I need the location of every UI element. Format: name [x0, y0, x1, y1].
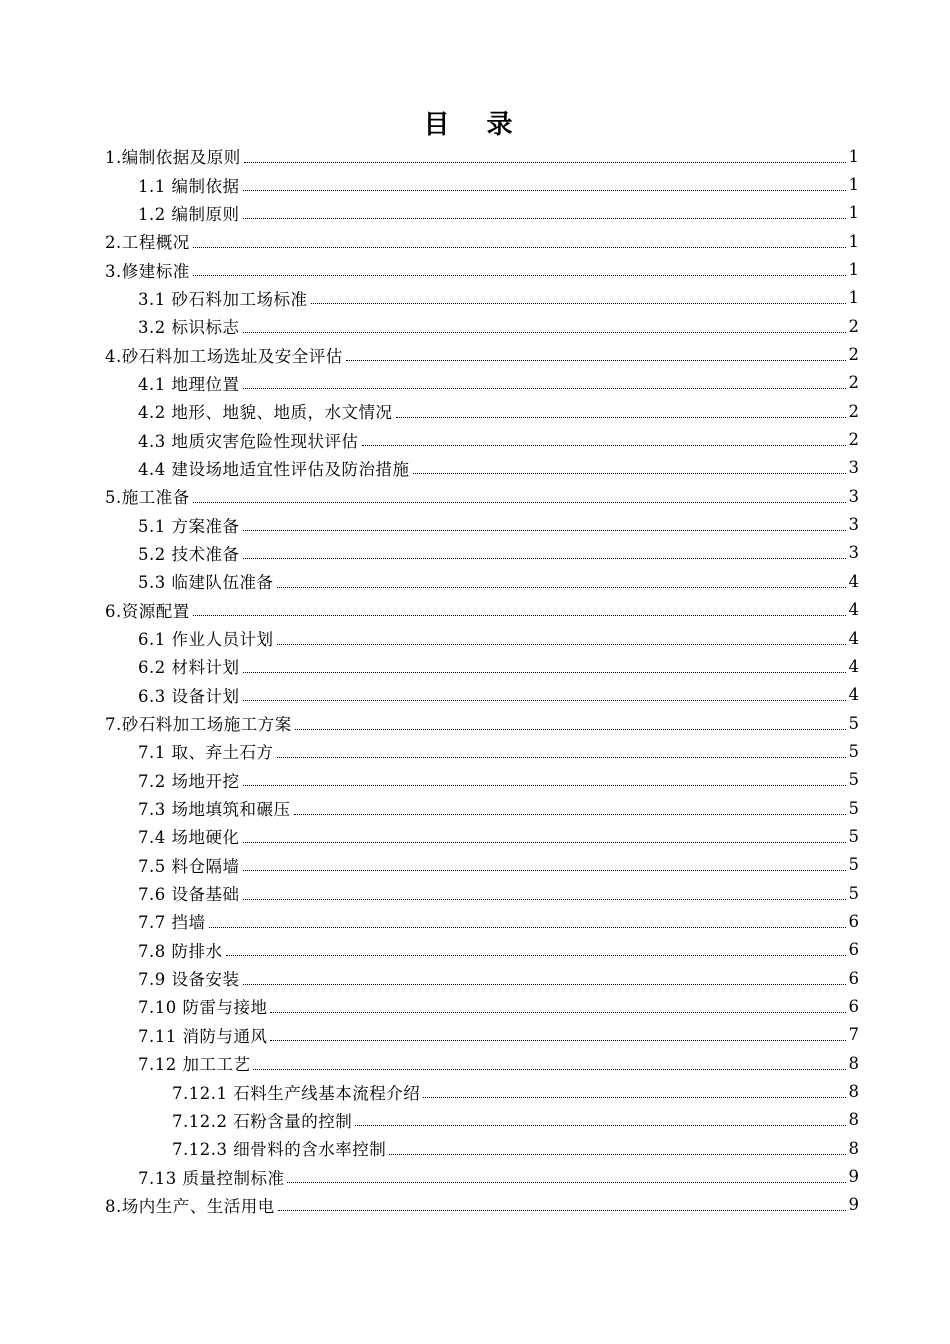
toc-entry-label: 6.3 设备计划 — [138, 686, 240, 706]
toc-entry[interactable] — [0, 539, 950, 567]
toc-entry[interactable] — [0, 567, 950, 595]
toc-entry-page-number: 5 — [848, 826, 859, 846]
toc-entry-label: 4.砂石料加工场选址及安全评估 — [105, 346, 343, 366]
toc-entry-label: 7.12.1 石料生产线基本流程介绍 — [172, 1083, 421, 1103]
toc-entry-label: 7.12 加工工艺 — [138, 1055, 251, 1075]
toc-dot-leader — [209, 927, 846, 928]
toc-entry-label: 4.4 建设场地适宜性评估及防治措施 — [138, 459, 410, 479]
toc-entry-label: 4.3 地质灾害危险性现状评估 — [138, 431, 359, 451]
toc-dot-leader — [253, 1069, 845, 1070]
toc-entry[interactable] — [0, 425, 950, 453]
toc-entry[interactable] — [0, 284, 950, 312]
toc-entry-page-number: 5 — [848, 798, 859, 818]
toc-entry-page-number: 6 — [848, 940, 859, 960]
toc-entry[interactable] — [0, 624, 950, 652]
toc-entry-page-number: 3 — [848, 515, 859, 535]
toc-dot-leader — [243, 558, 846, 559]
toc-entry-label: 7.9 设备安装 — [138, 970, 240, 990]
toc-entry-page-number: 5 — [848, 883, 859, 903]
toc-dot-leader — [396, 417, 846, 418]
toc-entry-page-number: 5 — [848, 741, 859, 761]
toc-entry[interactable] — [0, 227, 950, 255]
toc-entry-page-number: 2 — [848, 316, 859, 336]
toc-dot-leader — [243, 785, 846, 786]
toc-dot-leader — [287, 1182, 845, 1183]
toc-entry-label: 7.7 挡墙 — [138, 913, 206, 933]
toc-entry[interactable] — [0, 397, 950, 425]
toc-entry-page-number: 2 — [848, 373, 859, 393]
toc-entry-page-number: 4 — [848, 571, 859, 591]
toc-entry-label: 6.2 材料计划 — [138, 658, 240, 678]
toc-dot-leader — [295, 729, 846, 730]
toc-entry[interactable] — [0, 596, 950, 624]
toc-entry[interactable] — [0, 766, 950, 794]
toc-entry-page-number: 8 — [848, 1082, 859, 1102]
toc-dot-leader — [278, 1210, 846, 1211]
toc-dot-leader — [413, 473, 846, 474]
toc-entry-label: 7.8 防排水 — [138, 941, 223, 961]
toc-entry[interactable] — [0, 1077, 950, 1105]
toc-dot-leader — [244, 162, 846, 163]
toc-dot-leader — [270, 1012, 845, 1013]
toc-entry-label: 5.2 技术准备 — [138, 544, 240, 564]
toc-entry-label: 6.资源配置 — [105, 601, 190, 621]
toc-entry-page-number: 6 — [848, 968, 859, 988]
toc-title: 目 录 — [423, 110, 527, 140]
toc-entry-page-number: 9 — [848, 1195, 859, 1215]
toc-dot-leader — [243, 672, 846, 673]
toc-dot-leader — [346, 360, 846, 361]
toc-entry[interactable] — [0, 369, 950, 397]
toc-entry-page-number: 5 — [848, 770, 859, 790]
toc-dot-leader — [193, 247, 846, 248]
toc-dot-leader — [362, 445, 846, 446]
toc-entry-label: 1.1 编制依据 — [138, 176, 240, 196]
toc-entry-label: 7.2 场地开挖 — [138, 771, 240, 791]
toc-entry-label: 7.3 场地填筑和碾压 — [138, 800, 291, 820]
toc-entry-label: 7.12.2 石粉含量的控制 — [172, 1111, 353, 1131]
toc-entry-label: 7.1 取、弃土石方 — [138, 743, 274, 763]
toc-entry-label: 4.2 地形、地貌、地质，水文情况 — [138, 403, 393, 423]
toc-dot-leader — [423, 1097, 845, 1098]
toc-entry-label: 7.5 料仓隔墙 — [138, 856, 240, 876]
toc-entry[interactable] — [0, 964, 950, 992]
toc-dot-leader — [243, 190, 846, 191]
toc-entry[interactable] — [0, 652, 950, 680]
toc-entry-page-number: 3 — [848, 458, 859, 478]
toc-entry-label: 2.工程概况 — [105, 233, 190, 253]
toc-entry-page-number: 4 — [848, 685, 859, 705]
toc-entry-page-number: 3 — [848, 543, 859, 563]
toc-dot-leader — [277, 644, 846, 645]
toc-entry[interactable] — [0, 1106, 950, 1134]
toc-entry-label: 5.3 临建队伍准备 — [138, 573, 274, 593]
toc-entry[interactable] — [0, 879, 950, 907]
toc-dot-leader — [243, 842, 846, 843]
toc-dot-leader — [243, 332, 846, 333]
toc-entry-label: 7.13 质量控制标准 — [138, 1168, 285, 1188]
toc-entry-page-number: 1 — [848, 288, 859, 308]
toc-entry[interactable] — [0, 851, 950, 879]
toc-entry[interactable] — [0, 312, 950, 340]
toc-entry[interactable] — [0, 1049, 950, 1077]
toc-entry-label: 1.编制依据及原则 — [105, 148, 241, 168]
toc-dot-leader — [277, 757, 846, 758]
toc-dot-leader — [193, 275, 846, 276]
toc-dot-leader — [277, 587, 846, 588]
toc-entry-page-number: 4 — [848, 656, 859, 676]
toc-entry-label: 5.1 方案准备 — [138, 516, 240, 536]
toc-dot-leader — [355, 1125, 845, 1126]
toc-entry-label: 4.1 地理位置 — [138, 374, 240, 394]
toc-entry-page-number: 8 — [848, 1053, 859, 1073]
toc-entry-page-number: 1 — [848, 260, 859, 280]
toc-entry[interactable] — [0, 255, 950, 283]
toc-entry[interactable] — [0, 340, 950, 368]
toc-entry-page-number: 5 — [848, 855, 859, 875]
toc-entry-page-number: 1 — [848, 231, 859, 251]
toc-entry-page-number: 7 — [848, 1025, 859, 1045]
toc-dot-leader — [243, 388, 846, 389]
toc-entry-label: 3.2 标识标志 — [138, 318, 240, 338]
toc-entry[interactable] — [0, 1134, 950, 1162]
toc-entry-label: 8.场内生产、生活用电 — [105, 1196, 275, 1216]
toc-entry-label: 6.1 作业人员计划 — [138, 630, 274, 650]
toc-entry-page-number: 8 — [848, 1110, 859, 1130]
toc-entry-page-number: 6 — [848, 911, 859, 931]
toc-dot-leader — [294, 814, 846, 815]
toc-entry[interactable] — [0, 794, 950, 822]
toc-dot-leader — [311, 303, 846, 304]
toc-dot-leader — [226, 955, 846, 956]
toc-entry-page-number: 6 — [848, 996, 859, 1016]
toc-entry[interactable] — [0, 822, 950, 850]
toc-entry[interactable] — [0, 170, 950, 198]
toc-entry[interactable] — [0, 907, 950, 935]
toc-entry[interactable] — [0, 681, 950, 709]
toc-entry[interactable] — [0, 482, 950, 510]
toc-dot-leader — [243, 984, 846, 985]
toc-entry-label: 7.砂石料加工场施工方案 — [105, 715, 292, 735]
toc-list — [0, 142, 950, 1219]
toc-dot-leader — [243, 530, 846, 531]
toc-entry-label: 3.1 砂石料加工场标准 — [138, 289, 308, 309]
toc-entry-label: 3.修建标准 — [105, 261, 190, 281]
toc-entry-label: 7.6 设备基础 — [138, 885, 240, 905]
toc-entry-label: 7.10 防雷与接地 — [138, 998, 268, 1018]
toc-entry[interactable] — [0, 992, 950, 1020]
toc-entry[interactable] — [0, 709, 950, 737]
toc-entry[interactable] — [0, 454, 950, 482]
toc-entry-label: 5.施工准备 — [105, 488, 190, 508]
toc-entry-page-number: 1 — [848, 146, 859, 166]
toc-entry[interactable] — [0, 199, 950, 227]
toc-entry-label: 1.2 编制原则 — [138, 204, 240, 224]
toc-dot-leader — [243, 218, 846, 219]
toc-entry-page-number: 9 — [848, 1167, 859, 1187]
toc-entry-page-number: 3 — [848, 486, 859, 506]
toc-entry[interactable] — [0, 1021, 950, 1049]
toc-entry[interactable] — [0, 1162, 950, 1190]
toc-entry[interactable] — [0, 936, 950, 964]
toc-entry[interactable] — [0, 737, 950, 765]
toc-entry-page-number: 1 — [848, 203, 859, 223]
toc-dot-leader — [243, 700, 846, 701]
toc-entry-page-number: 1 — [848, 175, 859, 195]
toc-entry[interactable] — [0, 142, 950, 170]
toc-entry-label: 7.4 场地硬化 — [138, 828, 240, 848]
toc-dot-leader — [243, 899, 846, 900]
toc-entry-page-number: 2 — [848, 401, 859, 421]
toc-dot-leader — [193, 502, 846, 503]
toc-entry-label: 7.12.3 细骨料的含水率控制 — [172, 1140, 387, 1160]
toc-entry[interactable] — [0, 1191, 950, 1219]
toc-entry-page-number: 2 — [848, 345, 859, 365]
toc-dot-leader — [389, 1154, 845, 1155]
toc-entry[interactable] — [0, 510, 950, 538]
toc-dot-leader — [243, 870, 846, 871]
toc-entry-page-number: 8 — [848, 1138, 859, 1158]
toc-entry-page-number: 2 — [848, 430, 859, 450]
toc-entry-page-number: 4 — [848, 628, 859, 648]
toc-entry-page-number: 5 — [848, 713, 859, 733]
toc-dot-leader — [193, 615, 846, 616]
toc-entry-label: 7.11 消防与通风 — [138, 1026, 268, 1046]
toc-dot-leader — [270, 1040, 845, 1041]
toc-entry-page-number: 4 — [848, 600, 859, 620]
